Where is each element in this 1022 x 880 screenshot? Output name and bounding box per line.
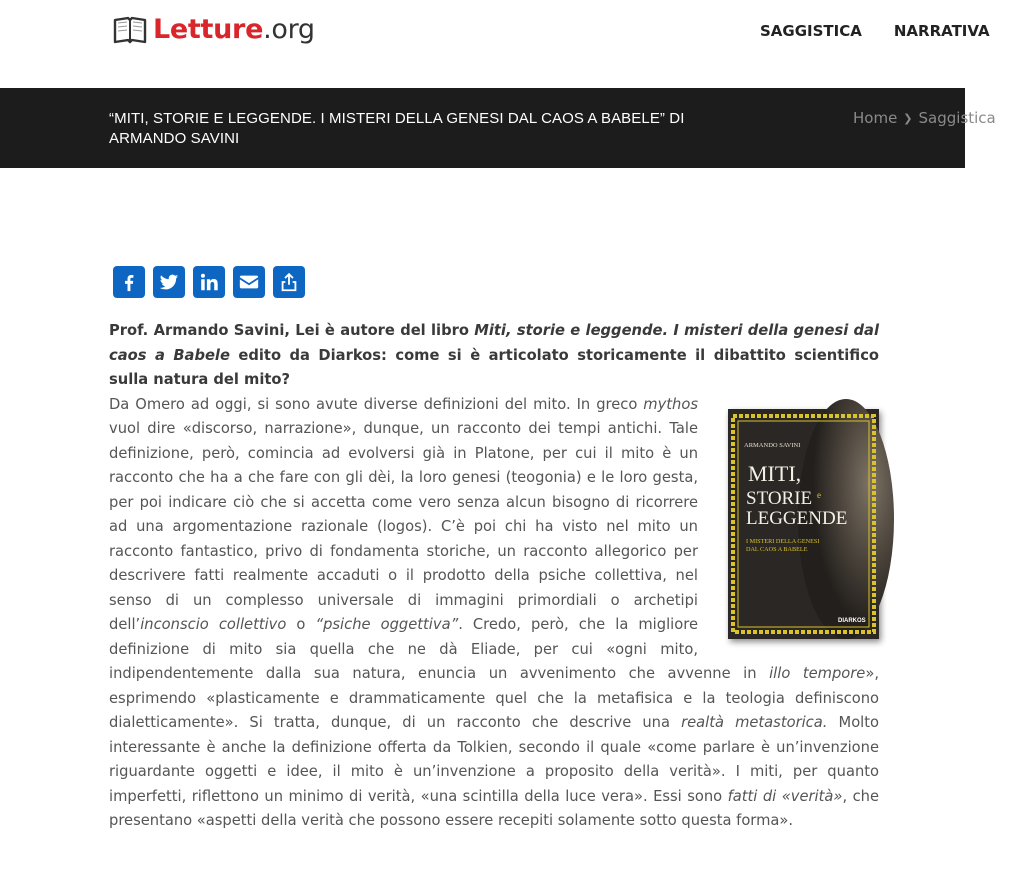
answer-emphasis: mythos [643,395,698,413]
cover-subtitle-line-2: DAL CAOS A BABELE [746,545,808,553]
answer-text: Molto interessante è anche la definizione offerta da Tolkien, secondo il quale «come parlare è un’invenzione riguardante oggetti e idee, il mito è un’invenzione a proposito della verità». I miti, per quanto imperfetti, riflettono un minimo di verità, «una scintilla della luce vera». Essi sono [109,714,880,805]
logo-brand: Letture [153,14,264,45]
cover-publisher: DIARKOS [838,617,866,624]
title-bar [0,88,996,168]
share-facebook-button[interactable] [113,266,145,298]
answer-text: Da Omero ad oggi, si sono avute diverse definizioni del mito. In greco [109,395,644,413]
question-text: Prof. Armando Savini, Lei è autore del libro [109,322,475,339]
cover-title-line-1: MITI, [748,460,802,486]
answer-emphasis: fatti di «verità» [727,787,843,805]
book-title-emphasis: Miti, storie e leggende. I misteri della genesi dal caos a Babele [109,322,879,364]
main-nav [760,22,1022,40]
twitter-icon [158,271,180,293]
share-more-button[interactable] [273,266,305,298]
share-icon [278,271,300,293]
share-email-button[interactable] [233,266,265,298]
breadcrumb-saggistica[interactable]: Saggistica [918,109,996,127]
answer-emphasis: “psiche oggettiva” [315,616,459,633]
breadcrumb-home[interactable]: Home [853,109,898,127]
book-logo-icon [113,15,147,45]
answer-text: », esprimendo «plasticamente e drammaticamente quel che la metafisica e la teologia definiscono dialetticamente». Si tratta, dunque, di un racconto che descrive una [109,665,879,731]
site-header [0,0,990,88]
cover-subtitle-line-1: I MISTERI DELLA GENESI [746,537,820,545]
answer-text: vuol dire «discorso, narrazione», dunque, un racconto dei tempi antichi. Tale definizione, però, comincia ad evolversi già in Platone, per cui il mito è un racconto che ha a che fare con gli dèi, la loro genesi (teogonia) e le loro gesta, per poi indicare ciò che si accetta come vero senza alcun bisogno di ricorrere ad una argomentazione razionale (logos). C’è poi chi ha visto nel mito un racconto fantastico, privo di fondamenta storiche, un racconto allegorico per descrivere fatti realmente accaduti o il prodotto della psiche collettiva, nel senso di un complesso universale di immagini primordiali o archetipi dell’ [109,420,698,633]
book-cover-image [728,409,879,639]
answer-text: , che presentano «aspetti della verità che possono essere recepiti solamente sotto questa forma». [109,787,880,829]
answer-emphasis: inconscio collettivo [140,616,287,633]
chevron-right-icon: ❯ [903,112,913,125]
share-twitter-button[interactable] [153,266,185,298]
facebook-icon [118,271,140,293]
share-linkedin-button[interactable] [193,266,225,298]
question-text: edito da Diarkos: come si è articolato storicamente il dibattito scientifico sulla natura del mito? [109,346,879,388]
article [109,319,879,834]
breadcrumb [853,109,996,127]
answer-text: o [286,616,316,633]
linkedin-icon [198,271,220,293]
page-title: “MITI, STORIE E LEGGENDE. I MISTERI DELLA GENESI DAL CAOS A BABELE” DI ARMANDO SAVINI [109,110,685,147]
cover-author: ARMANDO SAVINI [744,441,801,449]
answer-emphasis: illo tempore [769,665,866,682]
nav-item-saggistica[interactable]: SAGGISTICA [760,22,862,40]
answer-text: . Credo, però, che la migliore definizione di mito sia quella che ne dà Eliade, per cui «ogni mito, indipendentemente dalla sua natura, enuncia un avvenimento che avvenne in [109,616,770,682]
logo-text [153,14,315,45]
email-icon [238,271,260,293]
nav-item-narrativa[interactable]: NARRATIVA [893,22,990,40]
site-logo[interactable] [113,14,315,45]
book-cover[interactable] [728,409,879,639]
logo-tld: .org [263,14,315,45]
share-bar [113,266,313,298]
cover-title-line-2: STORIE [746,487,813,509]
cover-title-e: e [817,489,821,500]
answer-emphasis: realtà metastorica. [681,714,828,731]
interview-question [109,319,879,393]
cover-title-line-3: LEGGENDE [746,507,848,529]
